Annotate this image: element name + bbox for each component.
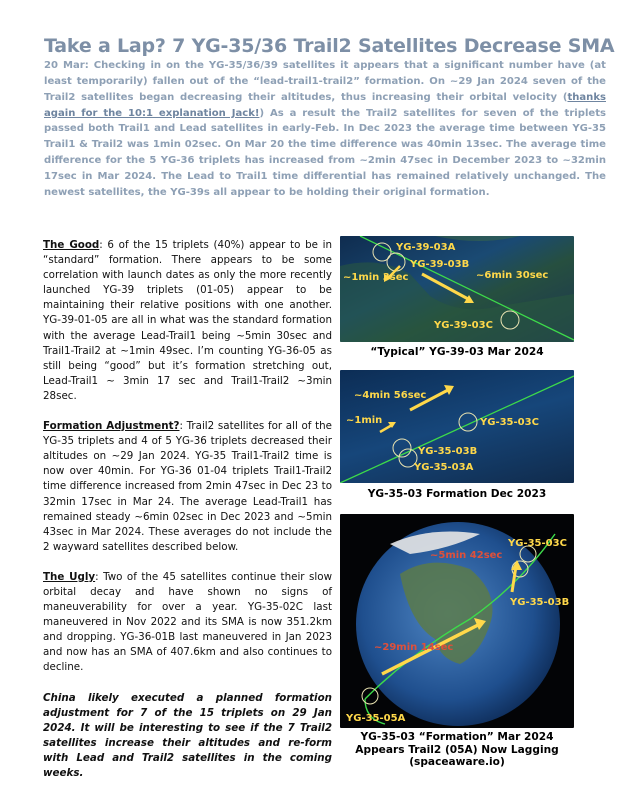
conclusion-text: China likely executed a planned formation adjustment for 7 of the 15 triplets on 29 Jan 2024. It will be interesting to see if the 7 Trail2 satellites increase their altitudes and re-form with Lead and Trail2 satellites in the coming weeks.	[43, 691, 332, 779]
adjust-text: : Trail2 satellites for all of the YG-35 triplets and 4 of 5 YG-36 triplets decreased their altitudes on ~29 Jan 2024. YG-35 Trail1-Trail2 time is now over 40min. For YG-36 01-04 triplets Trail1-Trail2 time difference increased from 2min 47sec in Dec 23 to 32min 17sec in Mar 24. The average Lead-Trail1 has remained steady ~6min 02sec in Dec 2023 and ~5min 43sec in Mar 2024. These averages do not include the 2 wayward satellites described below.	[43, 420, 332, 553]
adjust-section	[43, 419, 332, 555]
fig2-label-3: YG-35-03B	[418, 446, 478, 457]
fig2-label-0: ~4min 56sec	[354, 390, 427, 401]
figure-yg39-caption: “Typical” YG-39-03 Mar 2024	[370, 346, 544, 358]
good-section	[43, 238, 332, 404]
fig2-label-2: YG-35-03C	[480, 417, 539, 428]
figure-yg35-dec-map	[340, 370, 574, 483]
jack-explanation-link[interactable]: thanks again for the 10:1 explanation Jack!	[44, 91, 606, 119]
good-text: : 6 of the 15 triplets (40%) appear to be in “standard” formation. There appears to be some correlation with launch dates as only the more recently launched YG-39 triplets (01-05) appear to be maintaining their relative positions with one another. YG-39-01-05 are all in what was the standard formation with the average Lead-Trail1 being ~5min 30sec and Trail1-Trail2 at ~1min 49sec. I’m counting YG-36-05 as still being “good” but it’s formation stretching out, Lead-Trail1 ~ 3min 17 sec and Trail1-Trail2 ~3min 28sec.	[43, 239, 332, 402]
fig3-caption-line-1: YG-35-03 “Formation” Mar 2024	[360, 731, 554, 743]
intro-text-after: ) As a result the Trail2 satellites for seven of the triplets passed both Trail1 and Lead satellites in early-Feb. In Dec 2023 the average time between YG-35 Trail1 & Trail2 was 1min 02sec. On Mar 20 the time difference was 40min 13sec. The average time difference for the 5 YG-36 triplets has increased from ~2min 47sec in December 2023 to ~32min 17sec in Mar 2024. The Lead to Trail1 time differential has remained relatively unchanged. The newest satellites, the YG-39s all appear to be holding their original formation.	[44, 107, 606, 198]
fig1-label-2: ~1min 3sec	[343, 272, 409, 283]
page-title: Take a Lap? 7 YG-35/36 Trail2 Satellites Decrease SMA	[44, 35, 615, 57]
fig2-label-4: YG-35-03A	[414, 462, 474, 473]
fig1-label-0: YG-39-03A	[396, 242, 456, 253]
body-column	[43, 238, 332, 781]
fig2-label-1: ~1min	[346, 415, 383, 426]
fig3-label-1: YG-35-03C	[508, 538, 567, 549]
figure-yg35-mar-caption	[340, 731, 574, 769]
figure-yg35-mar-graphic	[340, 514, 574, 728]
figure-yg35-dec-caption: YG-35-03 Formation Dec 2023	[367, 488, 547, 500]
intro-text-before: 20 Mar: Checking in on the YG-35/36/39 satellites it appears that a significant number have (at least temporarily) fallen out of the “lead-trail1-trail2” formation. On ~29 Jan 2024 seven of the Trail2 satellites began decreasing their altitudes, thus increasing their orbital velocity (	[44, 60, 606, 103]
fig3-label-0: ~5min 42sec	[430, 550, 503, 561]
fig3-caption-line-2: Appears Trail2 (05A) Now Lagging	[355, 743, 559, 756]
fig1-label-4: YG-39-03C	[434, 320, 493, 331]
good-heading: The Good	[43, 239, 100, 251]
figure-yg39-graphic	[340, 236, 574, 342]
adjust-heading: Formation Adjustment?	[43, 420, 180, 433]
ugly-text: : Two of the 45 satellites continue their slow orbital decay and have shown no signs of maneuverability for over a year. YG-35-02C last maneuvered in Nov 2022 and its SMA is now 351.2km and dropping. YG-36-01B last maneuvered in Jan 2023 and now has an SMA of 407.6km and also continues to decline.	[43, 570, 332, 674]
fig3-label-4: YG-35-05A	[346, 713, 406, 724]
ugly-heading: The Ugly	[43, 570, 96, 583]
figure-yg35-mar-globe	[340, 514, 574, 728]
fig3-caption-line-3: (spaceaware.io)	[409, 756, 505, 768]
fig1-label-3: ~6min 30sec	[476, 270, 549, 281]
figure-yg35-dec-graphic	[340, 370, 574, 483]
ugly-section	[43, 570, 332, 676]
fig1-label-1: YG-39-03B	[410, 259, 470, 270]
figure-yg39-map	[340, 236, 574, 342]
intro-paragraph	[44, 58, 606, 201]
fig3-label-3: ~29min 14sec	[374, 642, 454, 653]
fig3-label-2: YG-35-03B	[510, 597, 570, 608]
